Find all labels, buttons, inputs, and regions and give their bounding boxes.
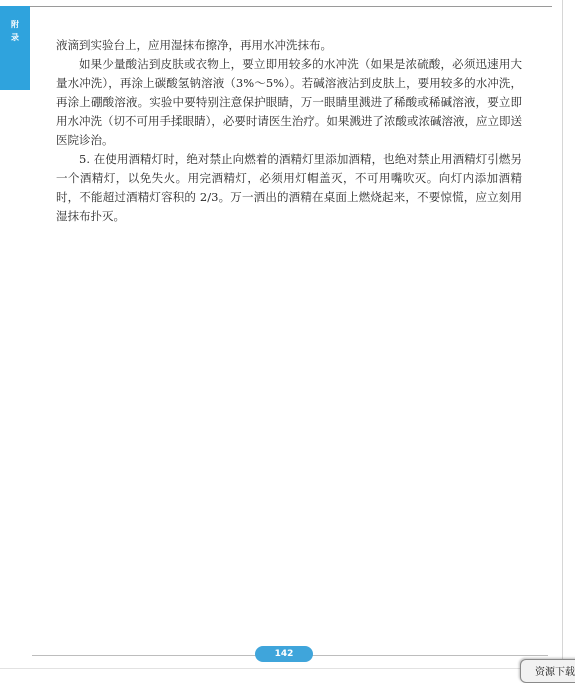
paragraph-acid-base-safety: 如果少量酸沾到皮肤或衣物上，要立即用较多的水冲洗（如果是浓硫酸，必须迅速用大量水冲洗），再涂上碳酸氢钠溶液（3%～5%）。若碱溶液沾到皮肤上，要用较多的水冲洗，再涂上硼酸溶液。实验中要特别注意保护眼睛，万一眼睛里溅进了稀酸或稀碱溶液，要立即用水冲洗（切不可用手揉眼睛），必要时请医生治疗。如果溅进了浓酸或浓碱溶液，应立即送医院诊治。 <box>56 57 522 147</box>
paragraph-alcohol-lamp-safety: 5. 在使用酒精灯时，绝对禁止向燃着的酒精灯里添加酒精，也绝对禁止用酒精灯引燃另一个酒精灯，以免失火。用完酒精灯，必须用灯帽盖灭，不可用嘴吹灭。向灯内添加酒精时，不能超过酒精灯容积的 2/3。万一洒出的酒精在桌面上燃烧起来，不要惊慌，应立刻用湿抹布扑灭。 <box>56 152 522 223</box>
body-text <box>56 36 522 226</box>
download-badge[interactable] <box>520 659 575 683</box>
appendix-side-tab <box>0 6 30 90</box>
appendix-side-tab-label: 附录 <box>10 20 20 46</box>
page-number: 142 <box>255 646 313 662</box>
top-rule <box>30 6 552 7</box>
paragraph-continued: 液滴到实验台上，应用湿抹布擦净，再用水冲洗抹布。 <box>56 38 332 52</box>
download-badge-label: 资源下载 <box>535 667 575 678</box>
